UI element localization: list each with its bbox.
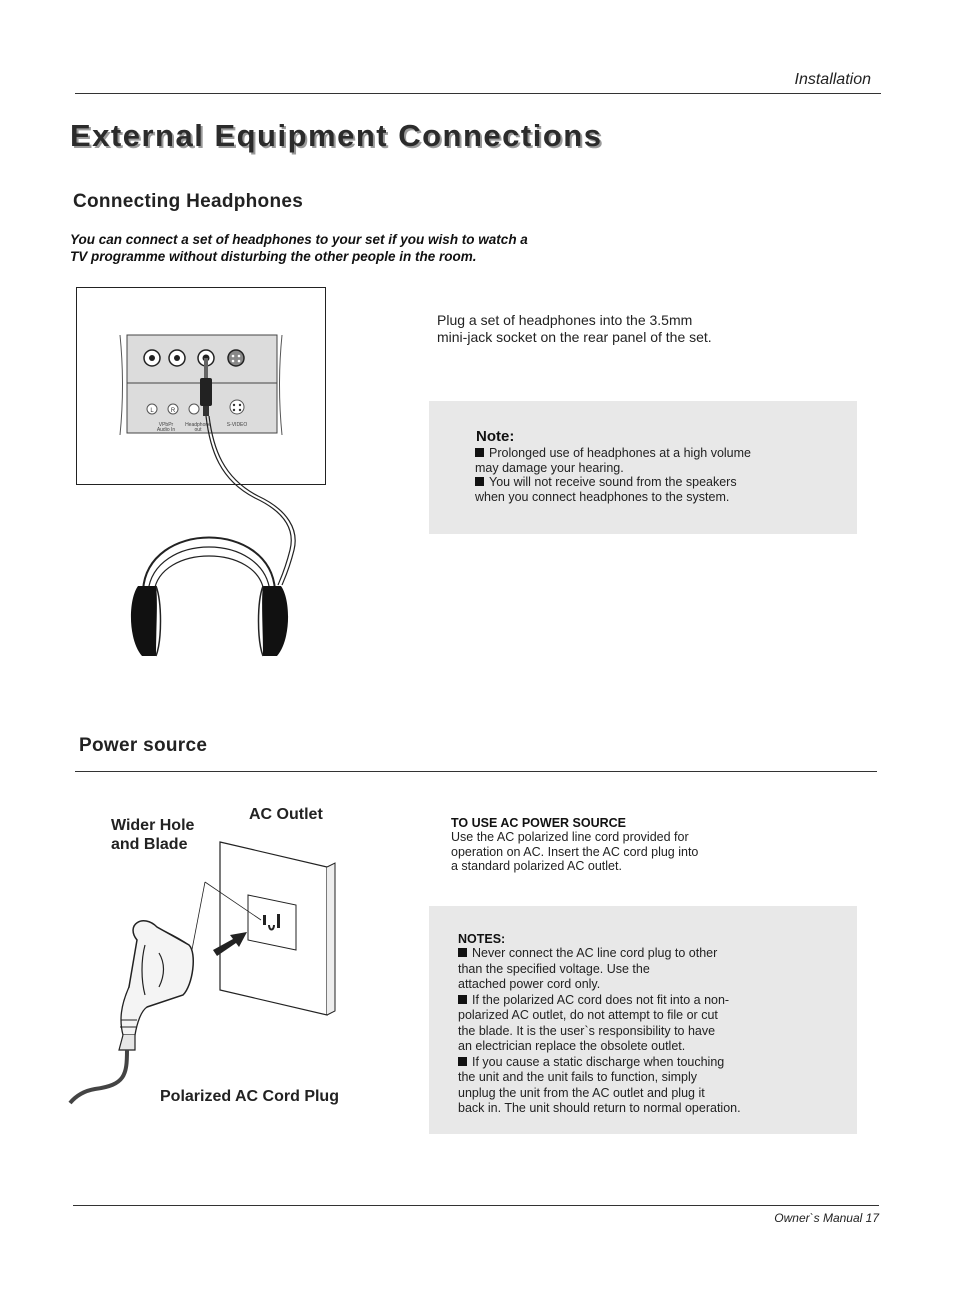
headphones-heading: Connecting Headphones (73, 191, 304, 212)
header-rule (75, 93, 881, 94)
jack-label-svideo: S-VIDEO (226, 422, 248, 428)
page-title: External Equipment Connections (70, 118, 603, 153)
headphones-intro (70, 231, 630, 265)
bullet-icon (475, 448, 484, 457)
note-list: Prolonged use of headphones at a high volume may damage your hearing. You will not receive sound from the speakers when you connect headphones to the system. (475, 446, 845, 504)
power-notes-box (429, 906, 857, 1134)
power-heading: Power source (79, 735, 208, 756)
jack-label-audio-in-1: VPbPr (158, 422, 174, 428)
note-item: If the polarized AC cord does not fit into a non- (458, 993, 848, 1009)
ac-outlet-label: AC Outlet (249, 806, 323, 823)
instruction-line-2: mini-jack socket on the rear panel of the set. (437, 329, 712, 345)
notes-list: Never connect the AC line cord plug to other than the specified voltage. Use the attached power cord only. If the polarized AC cord does not fit into a non- polarized AC outlet, do not attempt to file or cut the blade. It is the user`s responsibility to have an electrician replace the obsolete outlet. If you cause a static discharge when touching the unit and the unit fails to function, simply unplug the unit from the AC outlet and plug it back in. The unit should return to normal operation. (458, 946, 848, 1117)
ac-use-text: Use the AC polarized line cord provided for operation on AC. Insert the AC cord plug into a standard polarized AC outlet. (451, 830, 699, 874)
notes-title: NOTES: (458, 932, 506, 946)
svideo-jack-icon (228, 350, 244, 366)
jack-label-headphone-1: Headphone (185, 422, 211, 428)
power-rule (75, 771, 877, 772)
wall-outlet-icon (220, 842, 335, 1015)
jack-label-r: R (170, 408, 176, 414)
bullet-icon (475, 477, 484, 486)
bullet-icon (458, 995, 467, 1004)
footer-page: Owner`s Manual 17 (774, 1211, 879, 1225)
note-item: Prolonged use of headphones at a high volume (475, 446, 845, 461)
plug-label: Polarized AC Cord Plug (160, 1088, 339, 1105)
note-item: Never connect the AC line cord plug to other (458, 946, 848, 962)
ac-plug-illustration (65, 835, 355, 1115)
headphones-icon (131, 538, 288, 657)
note-item: If you cause a static discharge when touching (458, 1055, 848, 1071)
ac-use-instructions (451, 816, 831, 874)
jack-label-audio-in-2: Audio In (156, 427, 176, 433)
ac-use-title: TO USE AC POWER SOURCE (451, 816, 627, 830)
headphones-note-box (429, 401, 857, 534)
section-header: Installation (794, 71, 871, 88)
instruction-line-1: Plug a set of headphones into the 3.5mm (437, 312, 693, 328)
note-item: You will not receive sound from the speakers (475, 475, 845, 490)
headphones-instruction (437, 312, 797, 346)
headphones-illustration (70, 280, 370, 670)
intro-line-1: You can connect a set of headphones to your set if you wish to watch a (70, 232, 528, 247)
jack-label-headphone-2: out (194, 427, 202, 433)
bullet-icon (458, 1057, 467, 1066)
bullet-icon (458, 948, 467, 957)
jack-label-l: L (150, 408, 154, 414)
intro-line-2: TV programme without disturbing the other people in the room. (70, 249, 477, 264)
polarized-plug-icon (70, 921, 193, 1103)
wider-hole-label: Wider Hole and Blade (111, 817, 195, 853)
footer-rule (73, 1205, 879, 1206)
note-title: Note: (476, 428, 515, 445)
